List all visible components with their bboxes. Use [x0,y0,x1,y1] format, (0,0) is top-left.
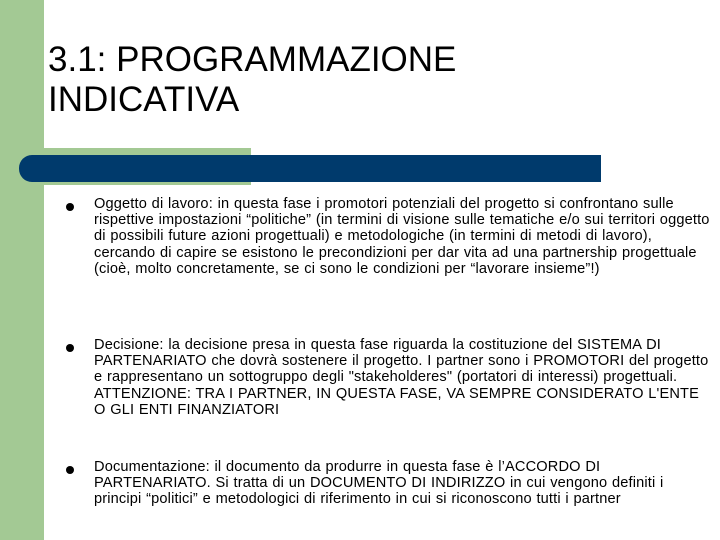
bullet-text: Documentazione: il documento da produrre in questa fase è l’ACCORDO DI PARTENARIATO. Si tratta di un DOCUMENTO DI INDIRIZZO in cui vengono definiti i principi “politici” e metodologici di riferimento in cui si riconoscono tutti i partner [94,459,664,508]
bullet-dot-icon [66,344,74,352]
bullet-text: Decisione: la decisione presa in questa fase riguarda la costituzione del SISTEMA DI PARTENARIATO che dovrà sostenere il progetto. I partner sono i PROMOTORI del progetto e rappresentano un sottogruppo degli "stakeholderes" (portatori di interessi) progettuali. ATTENZIONE: TRA I PARTNER, IN QUESTA FASE, VA SEMPRE CONSIDERATO L'ENTE O GLI ENTI FINANZIATORI [94,337,709,418]
bullet-dot-icon [66,466,74,474]
slide-title: 3.1: PROGRAMMAZIONE INDICATIVA [48,40,457,119]
title-divider-bar [19,155,601,182]
bullet-text: Oggetto di lavoro: in questa fase i promotori potenziali del progetto si confrontano sulle rispettive impostazioni “politiche” (in termini di visione sulle tematiche e/o sui territori oggetto di possibili future azioni progettuali) e metodologiche (in termini di metodi di lavoro), cercando di capire se esistono le precondizioni per dar vita ad una partnership progettuale (cioè, molto concretamente, se ci sono le condizioni per “lavorare insieme”!) [94,196,710,277]
bullet-dot-icon [66,203,74,211]
slide-content [44,185,720,540]
